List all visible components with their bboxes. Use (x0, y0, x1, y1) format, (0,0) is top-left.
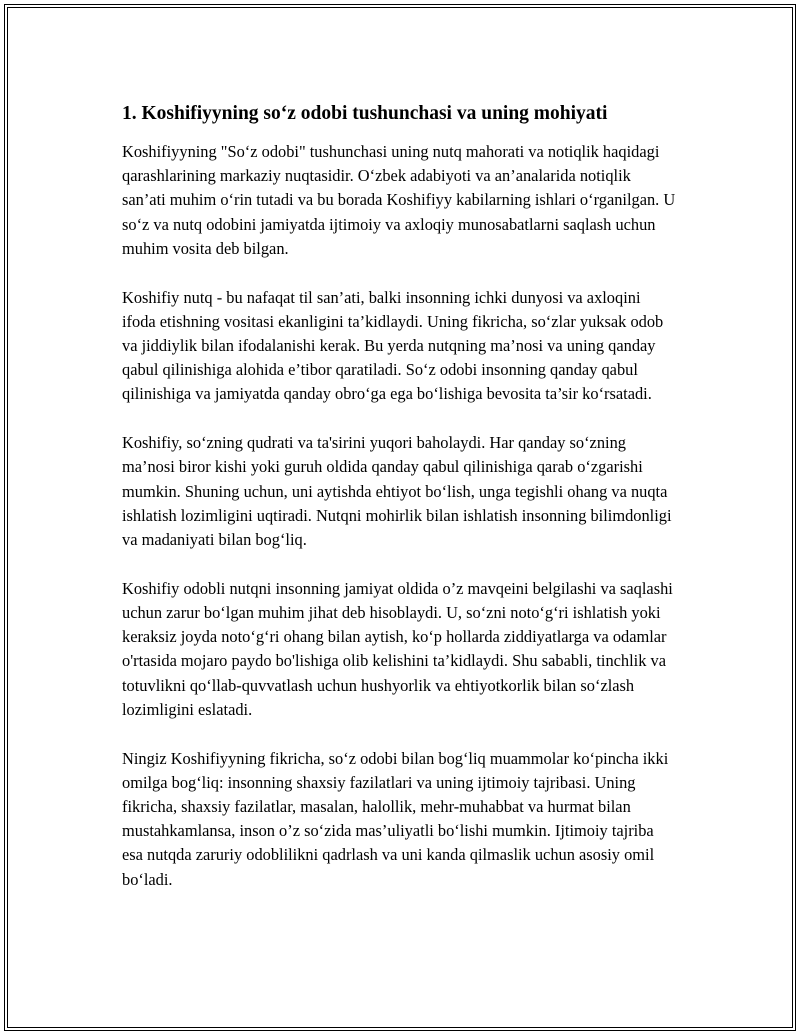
paragraph-5: Ningiz Koshifiyyning fikricha, so‘z odobi bilan bog‘liq muammolar ko‘pincha ikki omilga bog‘liq: insonning shaxsiy fazilatlari va uning ijtimoiy tajribasi. Uning fikricha, shaxsiy fazilatlar, masalan, halollik, mehr-muhabbat va hurmat bilan mustahkamlansa, inson o’z so‘zida mas’uliyatli bo‘lishi mumkin. Ijtimoiy tajriba esa nutqda zaruriy odoblilikni qadrlash va uni kanda qilmaslik uchun asosiy omil bo‘ladi. (122, 748, 669, 889)
section-heading: 1. Koshifiyyning so‘z odobi tushunchasi va uning mohiyati (122, 103, 608, 124)
paragraph-3: Koshifiy, so‘zning qudrati va ta'sirini yuqori baholaydi. Har qanday so‘zning ma’nosi biror kishi yoki guruh oldida qanday qabul qilinishiga qarab o‘zgarishi mumkin. Shuning uchun, uni aytishda ehtiyot bo‘lish, unga tegishli ohang va nuqta ishlatish lozimligini uqtiradi. Nutqni mohirlik bilan ishlatish insonning bilimdonligi va madaniyati bilan bog‘liq. (122, 433, 672, 550)
paragraph-2: Koshifiy nutq - bu nafaqat til san’ati, balki insonning ichki dunyosi va axloqini ifoda etishning vositasi ekanligini ta’kidlaydi. Uning fikricha, so‘zlar yuksak odob va jiddiylik bilan ifodalanishi kerak. Bu yerda nutqning ma’nosi va uning qanday qabul qilinishiga alohida e’tibor qaratiladi. So‘z odobi insonning qanday qabul qilinishiga va jamiyatda qanday obro‘ga ega bo‘lishiga bevosita ta’sir ko‘rsatadi. (122, 287, 664, 404)
paragraph-1: Koshifiyyning "So‘z odobi" tushunchasi uning nutq mahorati va notiqlik haqidagi qarashlarining markaziy nuqtasidir. O‘zbek adabiyoti va an’analarida notiqlik san’ati muhim o‘rin tutadi va bu borada Koshifiyy kabilarning ishlari o‘rganilgan. U so‘z va nutq odobini jamiyatda ijtimoiy va axloqiy munosabatlarni saqlash uchun muhim vosita deb bilgan. (122, 142, 676, 258)
document-body (122, 100, 678, 916)
paragraph-4: Koshifiy odobli nutqni insonning jamiyat oldida o’z mavqeini belgilashi va saqlashi uchun zarur bo‘lgan muhim jihat deb hisoblaydi. U, so‘zni noto‘g‘ri ishlatish yoki keraksiz joyda noto‘g‘ri ohang bilan aytish, ko‘p hollarda ziddiyatlarga va odamlar o'rtasida mojaro paydo bo'lishiga olib kelishini ta’kidlaydi. Shu sababli, tinchlik va totuvlikni qo‘llab-quvvatlash uchun hushyorlik va ehtiyotkorlik bilan so‘zlash lozimligini eslatadi. (122, 578, 673, 719)
page-frame (4, 4, 796, 1031)
